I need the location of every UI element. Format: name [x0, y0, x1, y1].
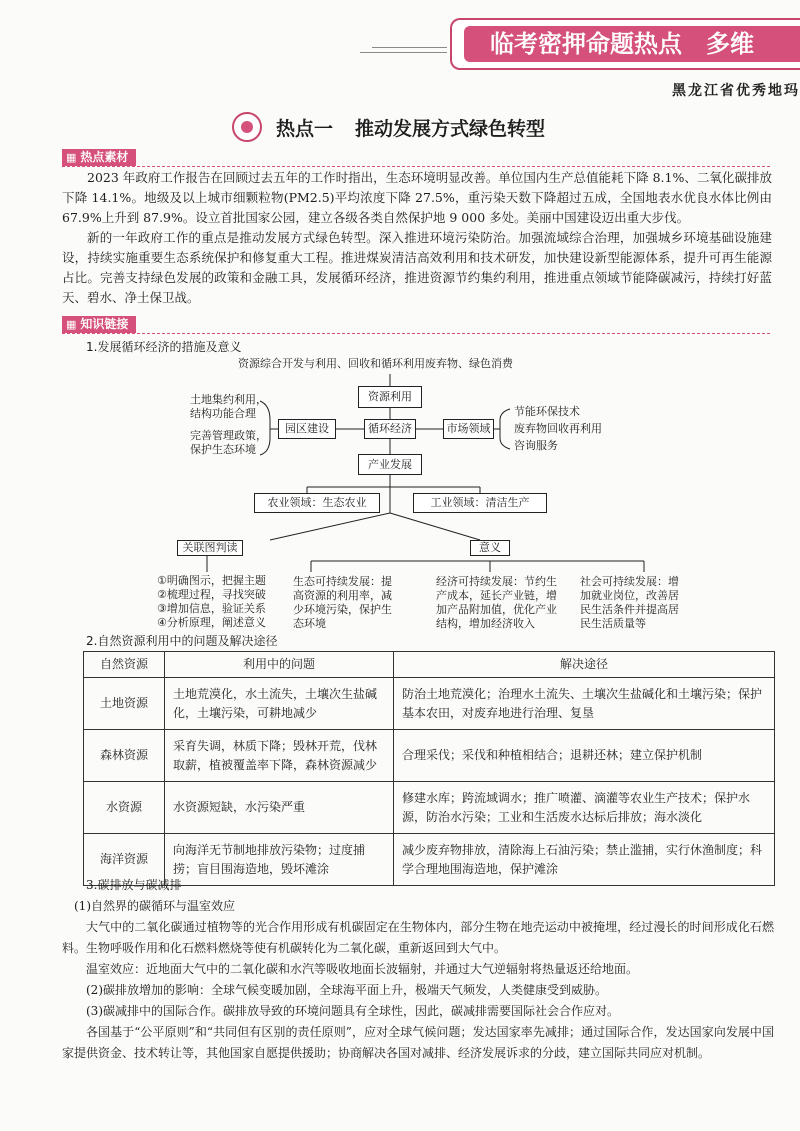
reading-steps: ①明确图示，把握主题 ②梳理过程，寻找突破 ③增加信息，验证关系 ④分析原理，阐述意义: [157, 574, 266, 629]
right-notes: 节能环保技术 废弃物回收再利用 咨询服务: [514, 405, 602, 452]
subheading: 1.发展循环经济的措施及意义: [86, 340, 242, 354]
paragraph: (1)自然界的碳循环与温室效应: [74, 899, 235, 913]
table-cell: 海洋资源: [84, 834, 165, 886]
table-cell: 合理采伐；采伐和种植相结合；退耕还林；建立保护机制: [394, 730, 775, 782]
table-cell: 森林资源: [84, 730, 165, 782]
table-header-row: [84, 652, 775, 678]
region-label: 黑龙江省优秀地玛: [672, 83, 800, 99]
target-icon: [232, 112, 262, 142]
table-row: [84, 678, 775, 730]
banner-text: 临考密押命题热点 多维: [464, 26, 800, 62]
paragraph: 温室效应：近地面大气中的二氧化碳和水汽等吸收地面长波辐射，并通过大气逆辐射将热量返还给地面。: [86, 962, 639, 976]
connector: [390, 513, 480, 540]
box-meaning: 意义: [470, 540, 510, 556]
social-meaning: 社会可持续发展：增 加就业岗位，改善居 民生活条件并提高居 民生活质量等: [580, 575, 679, 630]
grid-icon: ▦: [66, 318, 77, 331]
paragraph: (3)碳减排中的国际合作。碳排放导致的环境问题具有全球性，因此，碳减排需要国际社会合作应对。: [86, 1004, 620, 1018]
box-industry-development: 产业发展: [358, 454, 422, 475]
box-resource-use: 资源利用: [358, 386, 422, 408]
table-cell: 防治土地荒漠化；治理水土流失、土壤次生盐碱化和土壤污染；保护基本农田，对废弃地进行治理、复垦: [394, 678, 775, 730]
table-header: 解决途径: [394, 652, 775, 678]
table-cell: 采育失调，林质下降；毁林开荒，伐林取薪，植被覆盖率下降，森林资源减少: [165, 730, 394, 782]
box-market-field: 市场领域: [443, 419, 494, 439]
divider: [62, 166, 770, 167]
paragraph: 2023 年政府工作报告在回顾过去五年的工作时指出，生态环境明显改善。单位国内生产总值能耗下降 8.1%、二氧化碳排放下降 14.1%。地级及以上城市细颗粒物(PM2.5)平均浓度下降 27.5%，重污染天数下降超过五成，全国地表水优良水体比例由 67.9%上升到 87.9%。设立首批国家公园，建立各级各类自然保护地 9 000 多处。美丽中国建设迈出重大步伐。: [62, 170, 772, 225]
subheading: 2.自然资源利用中的问题及解决途径: [86, 634, 278, 648]
title-text: 推动发展方式绿色转型: [355, 117, 546, 140]
table-row: [84, 782, 775, 834]
box-agriculture: 农业领域：生态农业: [254, 493, 380, 513]
paragraph: 各国基于“公平原则”和“共同但有区别的责任原则”，应对全球气候问题；发达国家率先减排；通过国际合作，发达国家向发展中国家提供资金、技术转让等，其他国家自愿提供援助；协商解决各国对减排、经济发展诉求的分歧，建立国际共同应对机制。: [62, 1025, 774, 1060]
section-tag-label: 知识链接: [80, 317, 129, 331]
box-circular-economy: 循环经济: [364, 419, 416, 439]
ecological-meaning: 生态可持续发展：提 高资源的利用率，减 少环境污染，保护生 态环境: [293, 575, 392, 630]
divider: [62, 333, 770, 334]
header-rule: [360, 52, 447, 53]
table-row: [84, 730, 775, 782]
header-banner: [450, 18, 800, 70]
section-tag-label: 热点素材: [80, 150, 129, 164]
paragraph: 大气中的二氧化碳通过植物等的光合作用形成有机碳固定在生物体内，部分生物在地壳运动中被掩埋，经过漫长的时间形成化石燃料。生物呼吸作用和化石燃料燃烧等使有机碳转化为二氧化碳，重新返回到大气中。: [62, 920, 774, 955]
box-park-construction: 园区建设: [278, 419, 336, 439]
box-industrial: 工业领域：清洁生产: [413, 493, 547, 513]
left-notes: 土地集约利用， 结构功能合理 完善管理政策， 保护生态环境: [190, 393, 267, 456]
section-tag: [62, 149, 136, 166]
page-title: [232, 112, 545, 142]
resource-table: [83, 651, 775, 886]
connector: [270, 513, 390, 540]
table-cell: 修建水库；跨流域调水；推广喷灌、滴灌等农业生产技术；保护水源，防治水污染；工业和生活废水达标后排放；海水淡化: [394, 782, 775, 834]
table-cell: 向海洋无节制地排放污染物；过度捕捞；盲目围海造地，毁坏滩涂: [165, 834, 394, 886]
box-diagram-reading: 关联图判读: [177, 540, 243, 556]
economic-meaning: 经济可持续发展：节约生 产成本，延长产业链，增 加产品附加值，优化产业 结构，增加经济收入: [436, 575, 557, 630]
table-header: 自然资源: [84, 652, 165, 678]
hot-material: [62, 168, 772, 308]
table-cell: 减少废弃物排放，清除海上石油污染；禁止滥捕，实行休渔制度；科学合理地围海造地，保护滩涂: [394, 834, 775, 886]
header-rule: [372, 47, 447, 48]
subheading: 3.碳排放与碳减排: [86, 878, 182, 892]
diagram-caption: 资源综合开发与利用、回收和循环利用废弃物、绿色消费: [238, 357, 513, 370]
table-cell: 土地资源: [84, 678, 165, 730]
paragraph: 新的一年政府工作的重点是推动发展方式绿色转型。深入推进环境污染防治。加强流域综合治理，加强城乡环境基础设施建设，持续实施重要生态系统保护和修复重大工程。推进煤炭清洁高效利用和技术研发，加快建设新型能源体系，提升可再生能源占比。完善支持绿色发展的政策和金融工具，发展循环经济，推进资源节约集约利用，推进重点领域节能降碳减污，持续打好蓝天、碧水、净土保卫战。: [62, 230, 772, 305]
section-tag: [62, 316, 136, 333]
table-header: 利用中的问题: [165, 652, 394, 678]
carbon-section: [62, 875, 774, 1064]
table-cell: 土地荒漠化，水土流失，土壤次生盐碱化，土壤污染，可耕地减少: [165, 678, 394, 730]
brace: [494, 409, 510, 449]
title-label: 热点一: [276, 117, 334, 140]
table-cell: 水资源: [84, 782, 165, 834]
table-cell: 水资源短缺，水污染严重: [165, 782, 394, 834]
paragraph: (2)碳排放增加的影响：全球气候变暖加剧，全球海平面上升，极端天气频发，人类健康受到威胁。: [86, 983, 608, 997]
grid-icon: ▦: [66, 151, 77, 164]
